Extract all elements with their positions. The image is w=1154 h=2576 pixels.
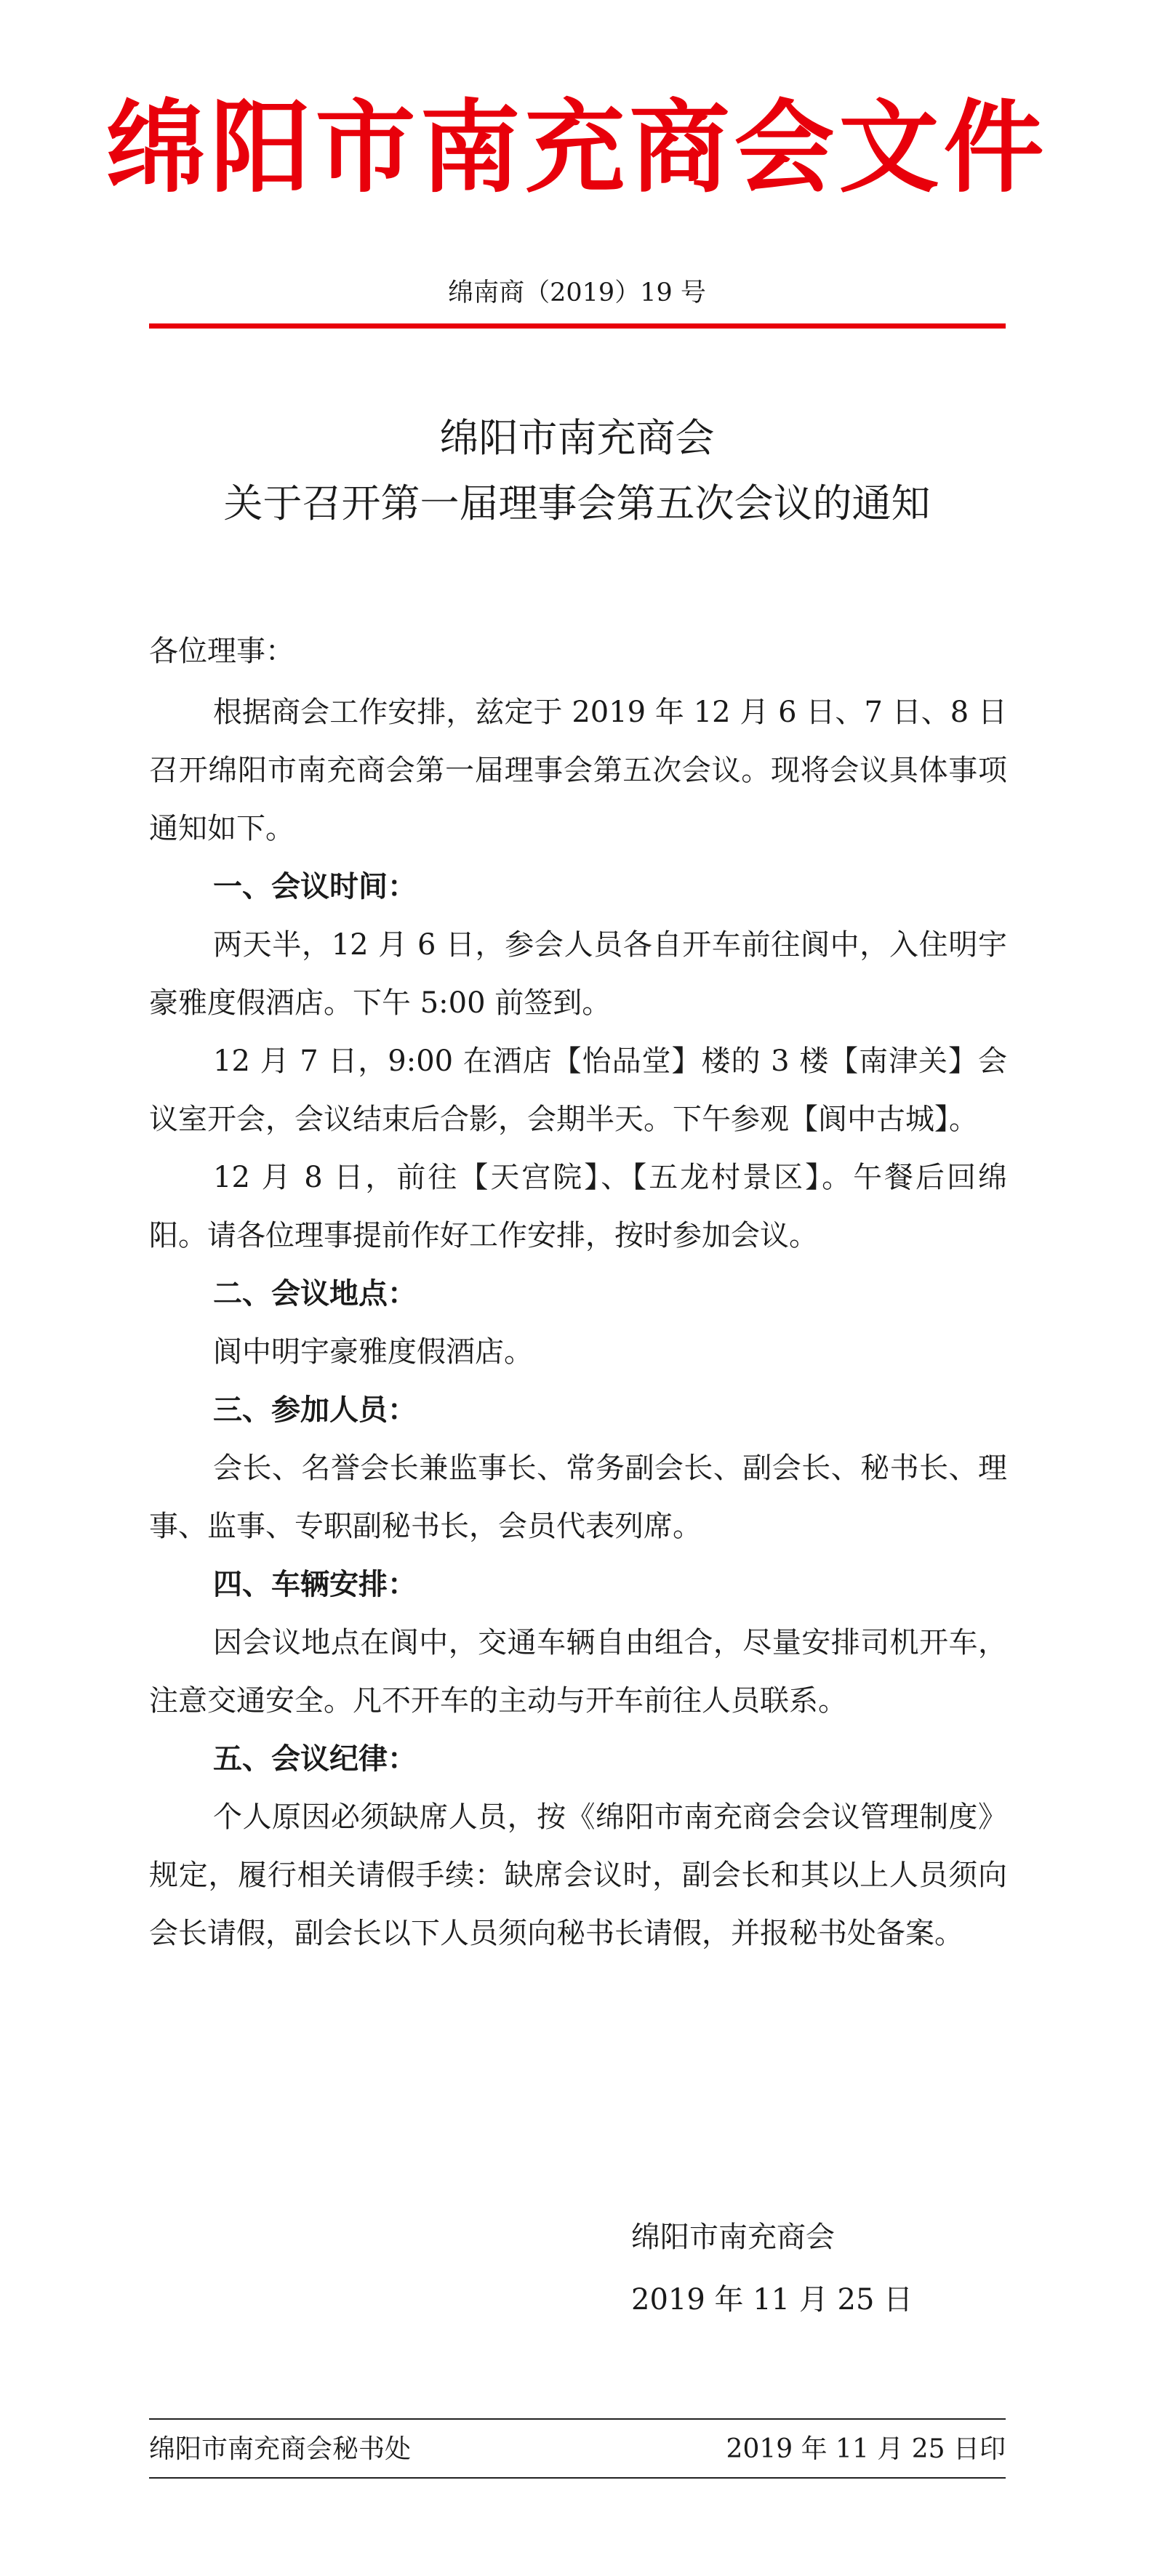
location-paragraph: 阆中明宇豪雅度假酒店。: [213, 1335, 533, 1369]
footer-print-date: 2019 年 11 月 25 日印: [726, 2434, 1006, 2464]
time-paragraph-day3: 12 月 8 日，前往【天宫院】、【五龙村景区】。午餐后回绵阳。请各位理事提前作好工作安排，按时参加会议。: [149, 1161, 1007, 1252]
signature-date: 2019 年 11 月 25 日: [631, 2283, 913, 2317]
attendees-paragraph: 会长、名誉会长兼监事长、常务副会长、副会长、秘书长、理事、监事、专职副秘书长，会员代表列席。: [149, 1452, 1007, 1543]
discipline-paragraph: 个人原因必须缺席人员，按《绵阳市南充商会会议管理制度》规定，履行相关请假手续：缺席会议时，副会长和其以上人员须向会长请假，副会长以下人员须向秘书长请假，并报秘书处备案。: [149, 1800, 1007, 1950]
section-heading-location: 二、会议地点：: [213, 1276, 417, 1311]
notice-title-line-1: 绵阳市南充商会: [439, 415, 715, 461]
document-header-title: 绵阳市南充商会文件: [105, 88, 1049, 206]
notice-body: [149, 683, 1007, 1963]
section-heading-discipline: 五、会议纪律：: [213, 1742, 417, 1776]
signature-block: [631, 2217, 913, 2320]
time-paragraph-day2: 12 月 7 日，9:00 在酒店【怡品堂】楼的 3 楼【南津关】会议室开会，会议结束后合影，会期半天。下午参观【阆中古城】。: [149, 1045, 1007, 1136]
header-red-rule: [149, 323, 1006, 329]
salutation: 各位理事：: [149, 635, 294, 668]
section-heading-attendees: 三、参加人员：: [213, 1393, 417, 1427]
footer-bottom-rule: [149, 2477, 1006, 2479]
signature-org: 绵阳市南充商会: [631, 2221, 835, 2254]
time-paragraph-day1: 两天半，12 月 6 日，参会人员各自开车前往阆中，入住明宇豪雅度假酒店。下午 5:00 前签到。: [149, 928, 1007, 1020]
vehicles-paragraph: 因会议地点在阆中，交通车辆自由组合，尽量安排司机开车，注意交通安全。凡不开车的主动与开车前往人员联系。: [149, 1626, 1007, 1718]
notice-title-line-2: 关于召开第一届理事会第五次会议的通知: [223, 480, 931, 526]
footer-issuer: 绵阳市南充商会秘书处: [149, 2434, 412, 2464]
document-number: 绵南商（2019）19 号: [448, 278, 706, 307]
intro-paragraph: 根据商会工作安排，兹定于 2019 年 12 月 6 日、7 日、8 日召开绵阳市南充商会第一届理事会第五次会议。现将会议具体事项通知如下。: [149, 696, 1007, 845]
footer-top-rule: [149, 2418, 1006, 2420]
section-heading-vehicles: 四、车辆安排：: [213, 1567, 417, 1601]
section-heading-time: 一、会议时间：: [213, 869, 417, 903]
